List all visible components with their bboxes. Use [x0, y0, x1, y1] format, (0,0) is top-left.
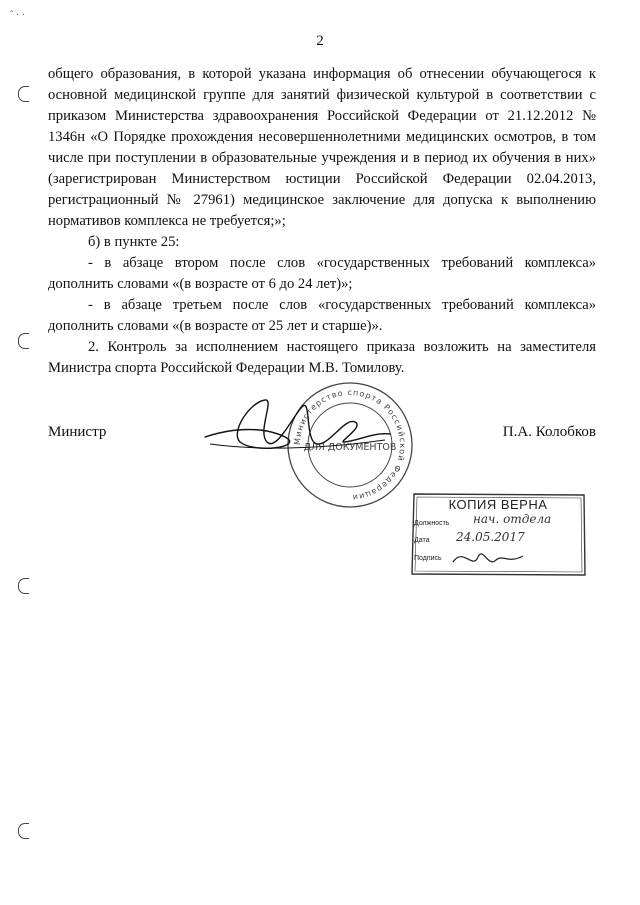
stamp-date-value: 24.05.2017: [456, 530, 525, 544]
stamp-position-label: Должность: [414, 520, 450, 527]
paragraph-1: общего образования, в которой указана информация об отнесении обучающегося к основной медицинской группе для занятий физической культурой в соответствии с приказом Министерства здравоохранения Российской Федерации от 21.12.2012 № 1346н «О Порядке прохождения несовершеннолетними медицинских осмотров, в том числе при поступлении в образовательные учреждения и в период их обучения в них» (зарегистрирован Министерством юстиции Российской Федерации 02.04.2013, регистрационный № 27961) медицинское заключение для допуска к выполнению нормативов комплекса не требуется;»;: [48, 66, 596, 229]
paragraph-2: б) в пункте 25:: [88, 234, 180, 250]
seal-center-text: ДЛЯ ДОКУМЕНТОВ: [303, 442, 397, 453]
scan-specks: ˆ · ·: [10, 10, 25, 21]
signatory-name: П.А. Колобков: [502, 424, 596, 440]
signatory-title: Министр: [48, 424, 107, 440]
paragraph-5: 2. Контроль за исполнением настоящего приказа возложить на заместителя Министра спорта Российской Федерации М.В. Томилову.: [48, 339, 596, 376]
minister-signature: [195, 392, 395, 462]
stamp-date-label: Дата: [414, 537, 430, 544]
copy-certification-stamp: [408, 492, 588, 577]
stamp-signature-label: Подпись: [414, 555, 442, 562]
binding-hole-2: [18, 333, 32, 351]
stamp-position-value: нач. отдела: [473, 512, 552, 526]
paragraph-4: - в абзаце третьем после слов «государственных требований комплекса» дополнить словами «(в возрасте от 25 лет и старше)».: [48, 297, 596, 334]
binding-hole-4: [18, 823, 32, 841]
seal-ring-text: Министерство спорта Российской Федерации: [292, 387, 408, 503]
stamp-signature: [448, 542, 528, 572]
paragraph-3: - в абзаце втором после слов «государственных требований комплекса» дополнить словами «(в возрасте от 6 до 24 лет)»;: [48, 255, 596, 292]
binding-hole-1: [18, 86, 32, 104]
copy-stamp-title: КОПИЯ ВЕРНА: [448, 497, 548, 512]
binding-hole-3: [18, 578, 32, 596]
document-body: [48, 64, 596, 379]
page-number: 2: [316, 33, 324, 49]
